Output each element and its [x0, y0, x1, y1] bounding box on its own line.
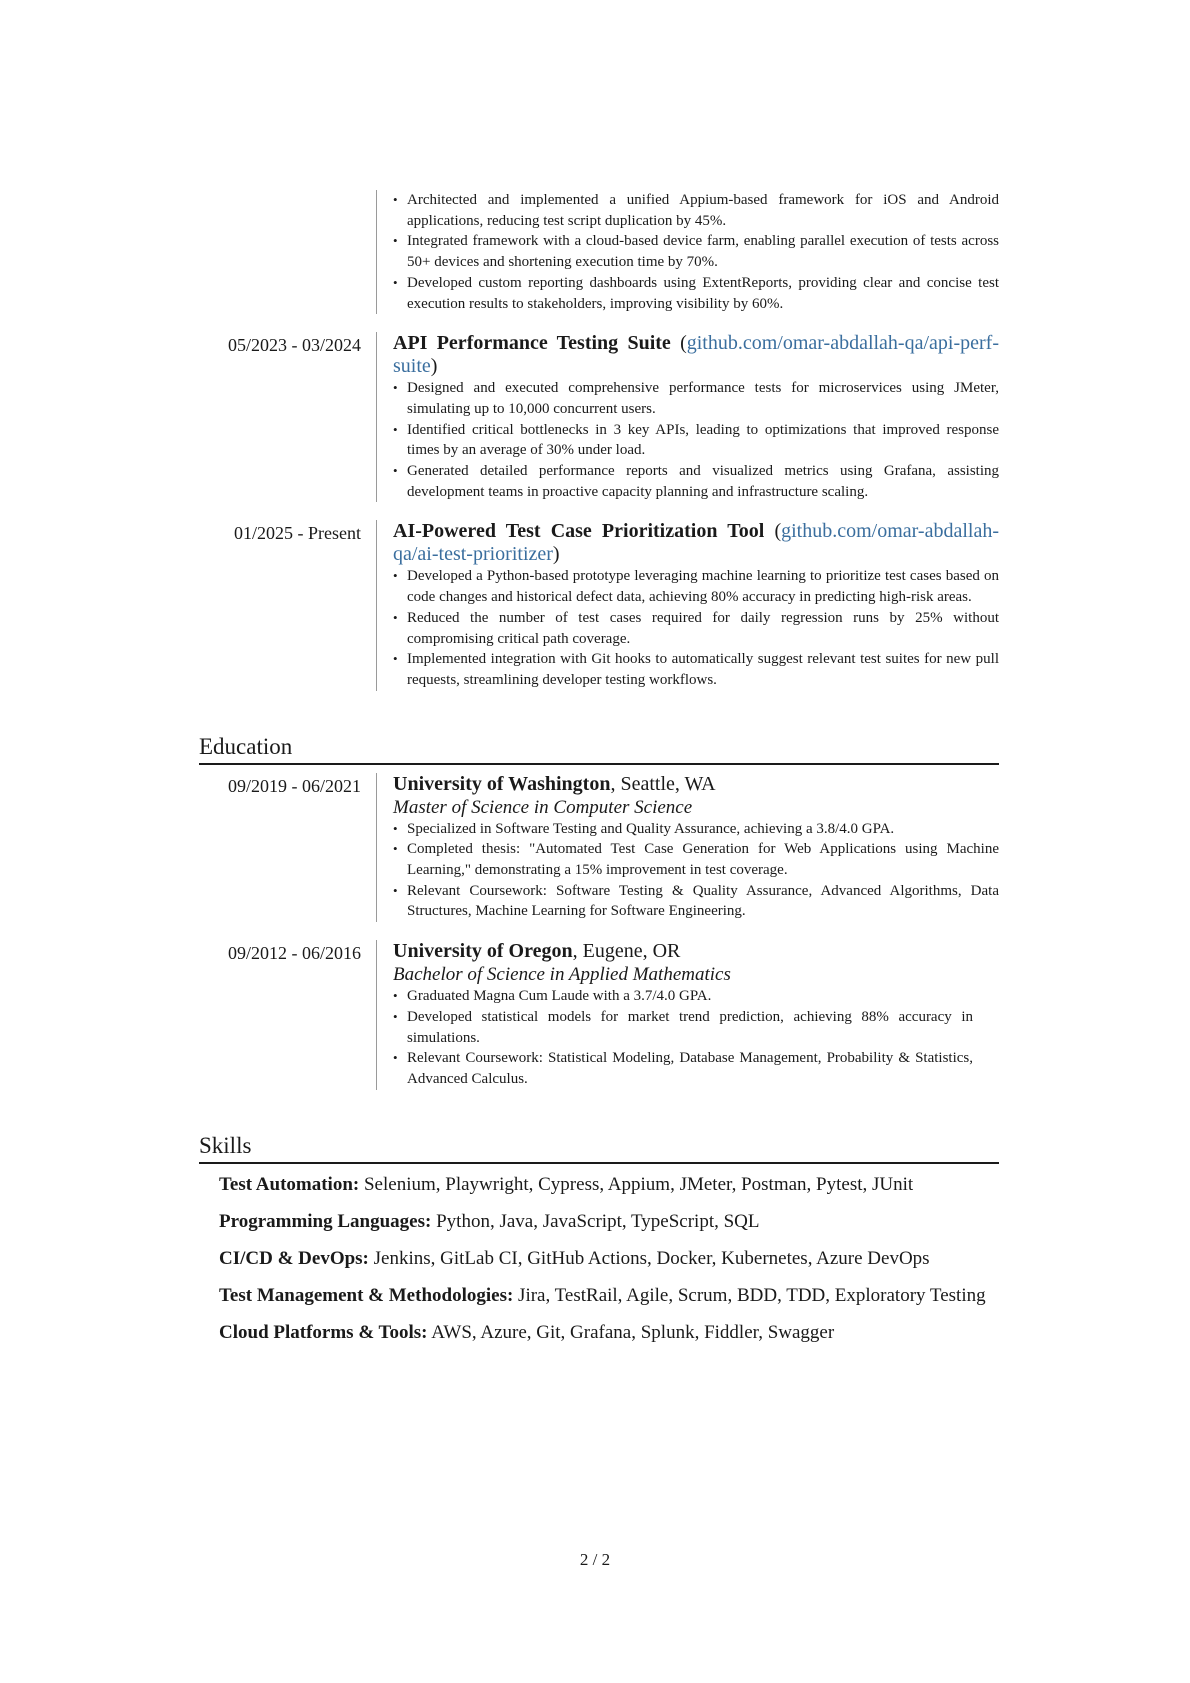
- entry-title: AI-Powered Test Case Prioritization Tool (github.com/omar-abdallah-qa/ai-test-prioritizer): [393, 520, 999, 566]
- entry-date: 05/2023 - 03/2024: [228, 335, 361, 356]
- bullet-item: • Relevant Coursework: Statistical Modeling, Database Management, Probability & Statistics, Advanced Calculus.: [393, 1048, 973, 1089]
- project-title: AI-Powered Test Case Prioritization Tool: [393, 520, 765, 543]
- bullet-item: • Generated detailed performance reports and visualized metrics using Grafana, assisting development teams in proactive capacity planning and infrastructure scaling.: [393, 461, 999, 502]
- skills-list: [199, 1172, 999, 1345]
- skill-label: Programming Languages:: [219, 1210, 432, 1232]
- entry-date: 09/2019 - 06/2021: [228, 775, 361, 796]
- bullet-list: [393, 986, 999, 1090]
- entry-title: [393, 940, 999, 963]
- skill-label: Cloud Platforms & Tools:: [219, 1321, 428, 1343]
- experience-entry-continued: [199, 190, 999, 314]
- bullet-item: • Implemented integration with Git hooks to automatically suggest relevant test suites for new pull requests, streamlining developer testing workflows.: [393, 649, 999, 690]
- education-entry-washington: [199, 773, 999, 923]
- skill-row: [219, 1209, 999, 1234]
- project-link[interactable]: github.com/omar-abdallah-qa/ai-test-prioritizer: [393, 520, 999, 566]
- project-entry-ai-prioritization: [199, 520, 999, 690]
- bullet-list: [393, 566, 999, 690]
- page-number: 2 / 2: [579, 1550, 611, 1569]
- project-entry-api-performance: [199, 332, 999, 502]
- bullet-item: • Architected and implemented a unified Appium-based framework for iOS and Android applications, reducing test script duplication by 45%.: [393, 190, 999, 231]
- entry-date: 01/2025 - Present: [234, 523, 361, 544]
- entry-date: [199, 190, 376, 314]
- degree: Bachelor of Science in Applied Mathematics: [393, 964, 731, 986]
- entry-body: [376, 773, 999, 923]
- bullet-list: [393, 190, 999, 314]
- institution-location: , Seattle, WA: [610, 772, 716, 795]
- bullet-item: • Reduced the number of test cases required for daily regression runs by 25% without compromising critical path coverage.: [393, 608, 999, 649]
- bullet-item: • Designed and executed comprehensive performance tests for microservices using JMeter, simulating up to 10,000 concurrent users.: [393, 378, 999, 419]
- entry-title: [393, 773, 999, 796]
- skill-row: [219, 1246, 999, 1271]
- bullet-item: • Relevant Coursework: Software Testing & Quality Assurance, Advanced Algorithms, Data Structures, Machine Learning for Software Engineering.: [393, 881, 999, 922]
- bullet-item: • Developed statistical models for market trend prediction, achieving 88% accuracy in simulations.: [393, 1007, 973, 1048]
- institution-name: University of Washington: [393, 772, 611, 795]
- education-entry-oregon: [199, 940, 999, 1090]
- entry-body: [376, 332, 999, 502]
- bullet-item: • Completed thesis: "Automated Test Case Generation for Web Applications using Machine Learning," demonstrating a 15% improvement in test coverage.: [393, 839, 999, 880]
- section-heading-education: Education: [199, 733, 999, 765]
- skill-row: [219, 1320, 999, 1345]
- skill-row: [219, 1283, 999, 1308]
- entry-date: 09/2012 - 06/2016: [228, 943, 361, 964]
- entry-body: [376, 940, 999, 1090]
- bullet-item: • Integrated framework with a cloud-based device farm, enabling parallel execution of tests across 50+ devices and shortening execution time by 70%.: [393, 231, 999, 272]
- skill-label: Test Automation:: [219, 1173, 360, 1195]
- bullet-item: • Developed a Python-based prototype leveraging machine learning to prioritize test cases based on code changes and historical defect data, achieving 80% accuracy in predicting high-risk areas.: [393, 566, 999, 607]
- skill-row: [219, 1172, 999, 1197]
- resume-content: [199, 190, 999, 1357]
- skill-value: Jira, TestRail, Agile, Scrum, BDD, TDD, Exploratory Testing: [513, 1284, 986, 1306]
- project-link[interactable]: github.com/omar-abdallah-qa/api-perf-suite: [393, 332, 999, 378]
- skill-value: Jenkins, GitLab CI, GitHub Actions, Docker, Kubernetes, Azure DevOps: [368, 1247, 930, 1269]
- institution-location: , Eugene, OR: [572, 940, 681, 963]
- degree: Master of Science in Computer Science: [393, 796, 693, 818]
- project-title: API Performance Testing Suite: [393, 332, 671, 355]
- section-heading-skills: Skills: [199, 1132, 999, 1164]
- bullet-list: [393, 378, 999, 502]
- skill-label: Test Management & Methodologies:: [219, 1284, 514, 1306]
- skill-value: AWS, Azure, Git, Grafana, Splunk, Fiddler, Swagger: [427, 1321, 835, 1343]
- bullet-item: • Specialized in Software Testing and Quality Assurance, achieving a 3.8/4.0 GPA.: [393, 819, 999, 840]
- bullet-item: • Graduated Magna Cum Laude with a 3.7/4.0 GPA.: [393, 986, 973, 1007]
- bullet-item: • Developed custom reporting dashboards using ExtentReports, providing clear and concise test execution results to stakeholders, improving visibility by 60%.: [393, 273, 999, 314]
- entry-title: API Performance Testing Suite (github.com/omar-abdallah-qa/api-perf-suite): [393, 332, 999, 378]
- skill-value: Python, Java, JavaScript, TypeScript, SQL: [431, 1210, 760, 1232]
- bullet-list: [393, 819, 999, 923]
- bullet-item: • Identified critical bottlenecks in 3 key APIs, leading to optimizations that improved response times by an average of 30% under load.: [393, 420, 999, 461]
- skill-label: CI/CD & DevOps:: [219, 1247, 369, 1269]
- entry-body: [376, 520, 999, 690]
- institution-name: University of Oregon: [393, 940, 573, 963]
- entry-body: [376, 190, 999, 314]
- skill-value: Selenium, Playwright, Cypress, Appium, JMeter, Postman, Pytest, JUnit: [359, 1173, 914, 1195]
